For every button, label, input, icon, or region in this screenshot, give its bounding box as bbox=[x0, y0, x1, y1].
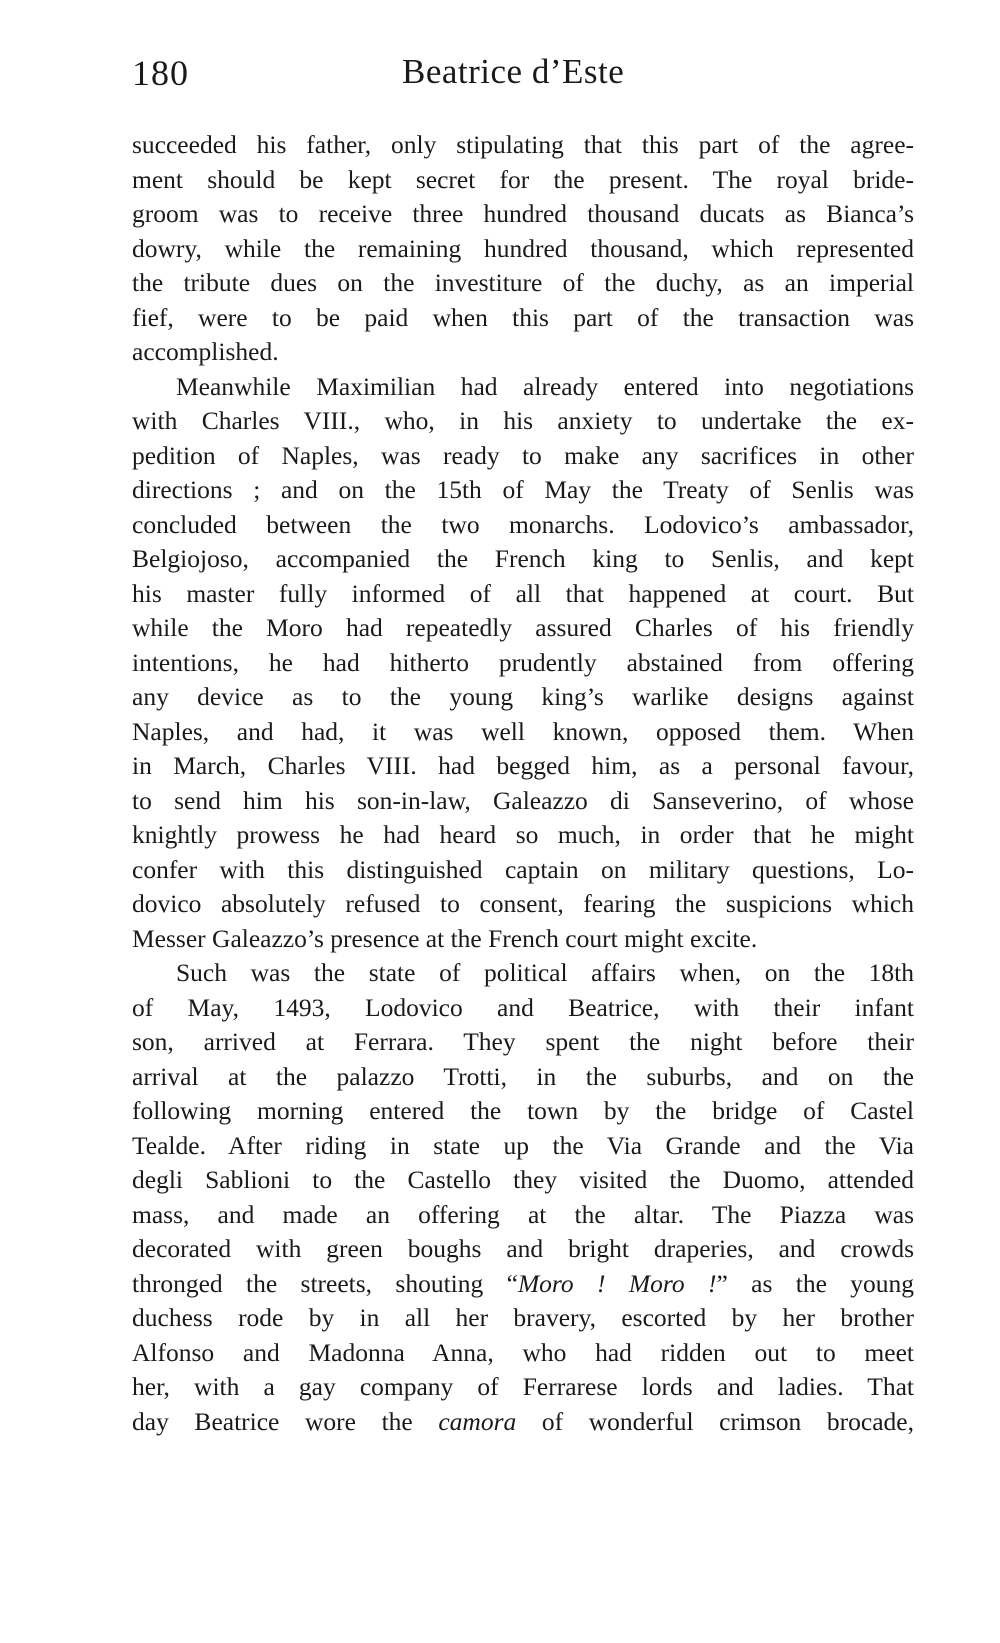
text-line: son, arrived at Ferrara. They spent the night before their bbox=[132, 1027, 914, 1056]
text-line: duchess rode by in all her bravery, escorted by her brother bbox=[132, 1303, 914, 1332]
text-line: knightly prowess he had heard so much, in order that he might bbox=[132, 820, 914, 849]
text-line: any device as to the young king’s warlike designs against bbox=[132, 682, 914, 711]
text-line: to send him his son-in-law, Galeazzo di Sanseverino, of whose bbox=[132, 785, 914, 815]
text-line: Meanwhile Maximilian had already entered into negotiations bbox=[176, 371, 914, 401]
text-line-with-italic bbox=[132, 1405, 914, 1440]
text-line: succeeded his father, only stipulating that this part of the agree- bbox=[132, 130, 914, 159]
running-title: Beatrice d’Este bbox=[402, 52, 625, 91]
italic-word: camora bbox=[438, 1406, 517, 1436]
text-line: fief, were to be paid when this part of the transaction was bbox=[132, 302, 914, 332]
text-line: accomplished. bbox=[132, 337, 279, 366]
text-line: arrival at the palazzo Trotti, in the suburbs, and on the bbox=[132, 1061, 914, 1091]
text-line: Messer Galeazzo’s presence at the French court might excite. bbox=[132, 923, 758, 953]
text-line: degli Sablioni to the Castello they visited the Duomo, attended bbox=[132, 1165, 914, 1194]
page-number: 180 bbox=[132, 53, 189, 93]
text-line: with Charles VIII., who, in his anxiety to undertake the ex- bbox=[132, 406, 914, 435]
text-line: her, with a gay company of Ferrarese lords and ladies. That bbox=[132, 1372, 914, 1401]
text-run: ” as the young bbox=[716, 1268, 915, 1298]
text-run: thronged the streets, shouting “ bbox=[132, 1268, 518, 1298]
text-run: day Beatrice wore the bbox=[132, 1406, 439, 1436]
text-line: Belgiojoso, accompanied the French king to Senlis, and kept bbox=[132, 544, 914, 573]
text-line: mass, and made an offering at the altar. The Piazza was bbox=[132, 1199, 914, 1229]
text-line: directions ; and on the 15th of May the Treaty of Senlis was bbox=[132, 475, 914, 504]
text-line: Such was the state of political affairs when, on the 18th bbox=[176, 958, 914, 987]
text-line-with-italic bbox=[132, 1267, 914, 1302]
text-line: Naples, and had, it was well known, opposed them. When bbox=[132, 716, 914, 746]
text-line: confer with this distinguished captain on military questions, Lo- bbox=[132, 854, 914, 884]
text-line: concluded between the two monarchs. Lodovico’s ambassador, bbox=[132, 509, 914, 539]
text-line: pedition of Naples, was ready to make any sacrifices in other bbox=[132, 440, 914, 470]
text-line: intentions, he had hitherto prudently abstained from offering bbox=[132, 647, 914, 677]
text-line: dovico absolutely refused to consent, fearing the suspicions which bbox=[132, 889, 914, 918]
text-line: the tribute dues on the investiture of the duchy, as an imperial bbox=[132, 268, 914, 297]
page-header bbox=[132, 52, 914, 102]
text-line: decorated with green boughs and bright draperies, and crowds bbox=[132, 1234, 914, 1263]
text-line: groom was to receive three hundred thousand ducats as Bianca’s bbox=[132, 199, 914, 228]
text-line: Alfonso and Madonna Anna, who had ridden out to meet bbox=[132, 1337, 914, 1367]
body-text bbox=[132, 128, 914, 1439]
text-run: of wonderful crimson brocade, bbox=[516, 1406, 914, 1436]
text-line: dowry, while the remaining hundred thousand, which represented bbox=[132, 233, 914, 263]
text-line: following morning entered the town by the bridge of Castel bbox=[132, 1096, 914, 1125]
text-line: while the Moro had repeatedly assured Charles of his friendly bbox=[132, 613, 914, 642]
italic-phrase: Moro ! Moro ! bbox=[517, 1268, 717, 1298]
text-line: in March, Charles VIII. had begged him, as a personal favour, bbox=[132, 751, 914, 780]
text-line: Tealde. After riding in state up the Via Grande and the Via bbox=[132, 1130, 914, 1160]
text-line: ment should be kept secret for the present. The royal bride- bbox=[132, 164, 914, 194]
text-line: of May, 1493, Lodovico and Beatrice, with their infant bbox=[132, 992, 914, 1022]
text-line: his master fully informed of all that happened at court. But bbox=[132, 578, 914, 608]
